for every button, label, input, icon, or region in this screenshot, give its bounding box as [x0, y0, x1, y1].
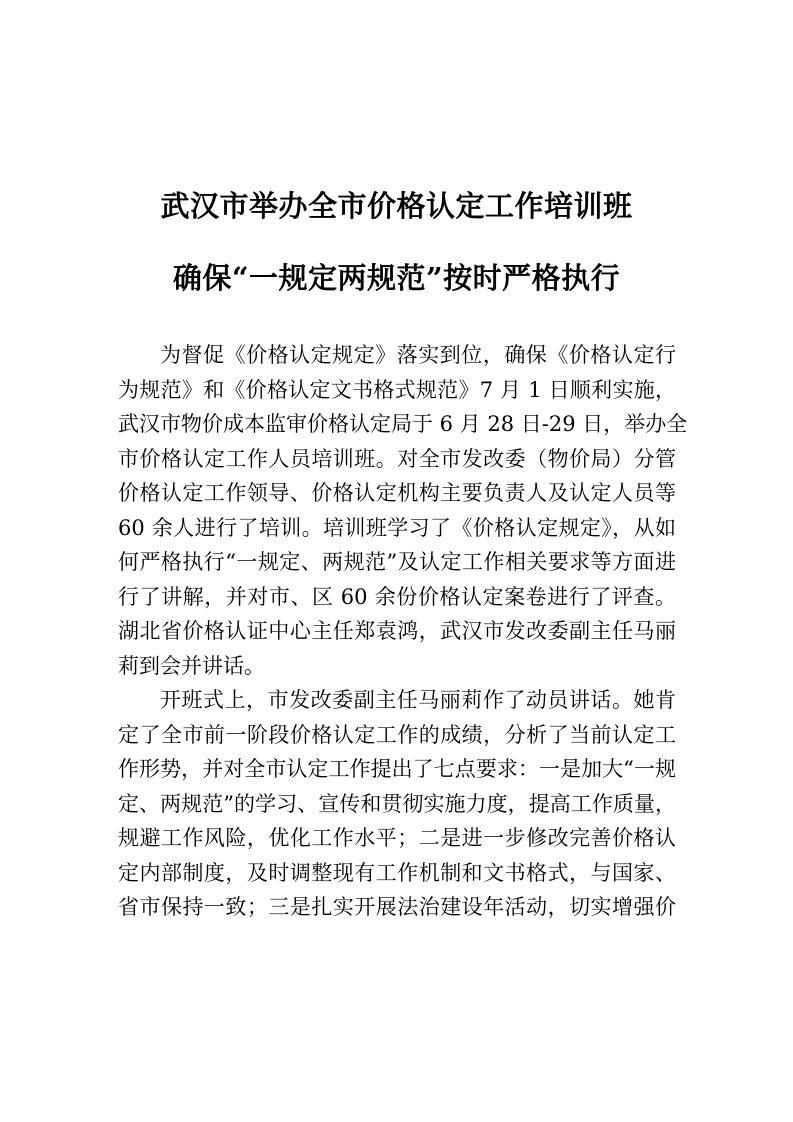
text-line: 莉到会并讲话。 — [118, 653, 265, 678]
text-line: 60 余人进行了培训。培训班学习了《价格认定规定》，从如 — [118, 515, 676, 540]
text-line: 作形势，并对全市认定工作提出了七点要求：一是加大“一规 — [118, 757, 676, 781]
text-line: 定了全市前一阶段价格认定工作的成绩，分析了当前认定工 — [118, 722, 676, 747]
text-line: 为督促《价格认定规定》落实到位，确保《价格认定行 — [160, 343, 676, 367]
title-line-1: 武汉市举办全市价格认定工作培训班 — [160, 189, 633, 223]
title-line-2: 确保“一规定两规范”按时严格执行 — [172, 261, 621, 295]
text-line: 价格认定工作领导、价格认定机构主要负责人及认定人员等 — [118, 481, 676, 505]
text-line: 湖北省价格认证中心主任郑袁鸿，武汉市发改委副主任马丽 — [118, 619, 676, 643]
text-line: 市价格认定工作人员培训班。对全市发改委（物价局）分管 — [118, 446, 676, 471]
text-line: 定、两规范”的学习、宣传和贯彻实施力度，提高工作质量， — [118, 791, 676, 816]
text-line: 何严格执行“一规定、两规范”及认定工作相关要求等方面进 — [118, 550, 676, 574]
text-line: 为规范》和《价格认定文书格式规范》7 月 1 日顺利实施， — [118, 377, 676, 402]
text-line: 武汉市物价成本监审价格认定局于 6 月 28 日-29 日，举办全 — [118, 412, 688, 436]
text-line: 定内部制度，及时调整现有工作机制和文书格式，与国家、 — [118, 860, 676, 885]
paragraph-2 — [118, 683, 676, 925]
text-line: 规避工作风险，优化工作水平；二是进一步修改完善价格认 — [118, 826, 676, 850]
text-line: 省市保持一致；三是扎实开展法治建设年活动，切实增强价 — [118, 895, 676, 919]
paragraph-1 — [118, 338, 688, 683]
document-title — [0, 188, 793, 296]
text-line: 行了讲解，并对市、区 60 余份价格认定案卷进行了评查。 — [118, 584, 676, 609]
document-body — [118, 338, 688, 925]
text-line: 开班式上，市发改委副主任马丽莉作了动员讲话。她肯 — [160, 688, 676, 712]
